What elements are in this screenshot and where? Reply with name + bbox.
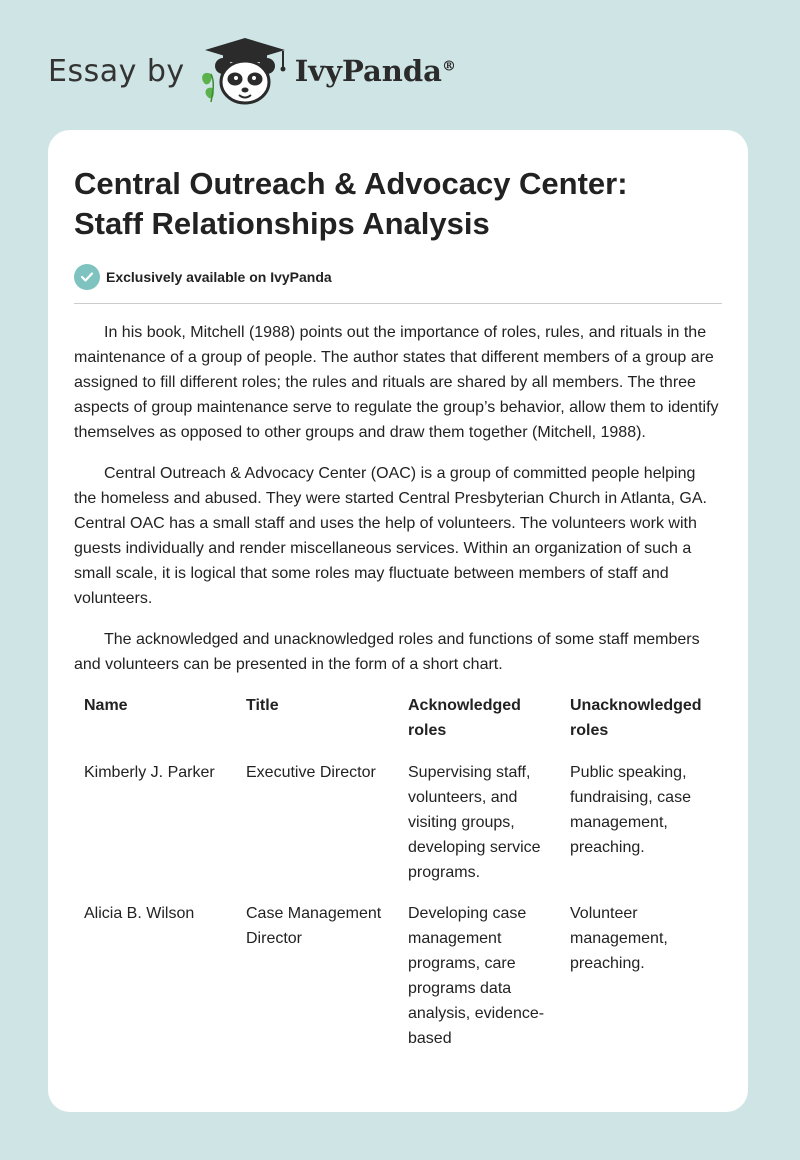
table-header-row (74, 693, 722, 760)
roles-table (74, 693, 722, 1067)
paragraph: The acknowledged and unacknowledged roles and functions of some staff members and volunteers can be presented in the form of a short chart. (74, 631, 700, 673)
table-cell: Case Management Director (246, 905, 382, 947)
site-header (48, 36, 456, 106)
exclusive-badge-label: Exclusively available on IvyPanda (106, 269, 332, 285)
article-card (48, 130, 748, 1112)
column-header: Name (84, 697, 128, 714)
panda-logo-icon[interactable] (199, 36, 291, 106)
brand-name[interactable]: IvyPanda® (294, 54, 456, 88)
exclusive-badge (74, 264, 722, 304)
paragraph: Central Outreach & Advocacy Center (OAC) is a group of committed people helping the homeless and abused. They were started Central Presbyterian Church in Atlanta, GA. Central OAC has a small staff and uses the help of volunteers. The volunteers work with guests individually and render miscellaneous services. Within an organization of such a small scale, it is logical that some roles may fluctuate between members of staff and volunteers. (74, 465, 707, 607)
checkmark-icon (74, 264, 100, 290)
table-cell: Kimberly J. Parker (84, 764, 215, 781)
table-cell: Executive Director (246, 764, 376, 781)
brand-prefix: Essay by (48, 53, 185, 89)
table-cell: Developing case management programs, care programs data analysis, evidence-based (408, 905, 545, 1047)
column-header: Title (246, 697, 279, 714)
table-row (74, 760, 722, 901)
article-title: Central Outreach & Advocacy Center: Staff Relationships Analysis (74, 166, 628, 241)
table-cell: Alicia B. Wilson (84, 905, 195, 922)
table-cell: Public speaking, fundraising, case management, preaching. (570, 764, 691, 856)
table-cell: Supervising staff, volunteers, and visiting groups, developing service programs. (408, 764, 541, 881)
column-header: Acknowledged roles (408, 697, 521, 739)
column-header: Unacknowledged roles (570, 697, 702, 739)
paragraph: In his book, Mitchell (1988) points out the importance of roles, rules, and rituals in the maintenance of a group of people. The author states that different members of a group are assigned to fill different roles; the rules and rituals are shared by all members. The three aspects of group maintenance serve to regulate the group’s behavior, allow them to identify themselves as opposed to other groups and draw them together (Mitchell, 1988). (74, 324, 719, 441)
table-row (74, 901, 722, 1067)
table-cell: Volunteer management, preaching. (570, 905, 668, 972)
